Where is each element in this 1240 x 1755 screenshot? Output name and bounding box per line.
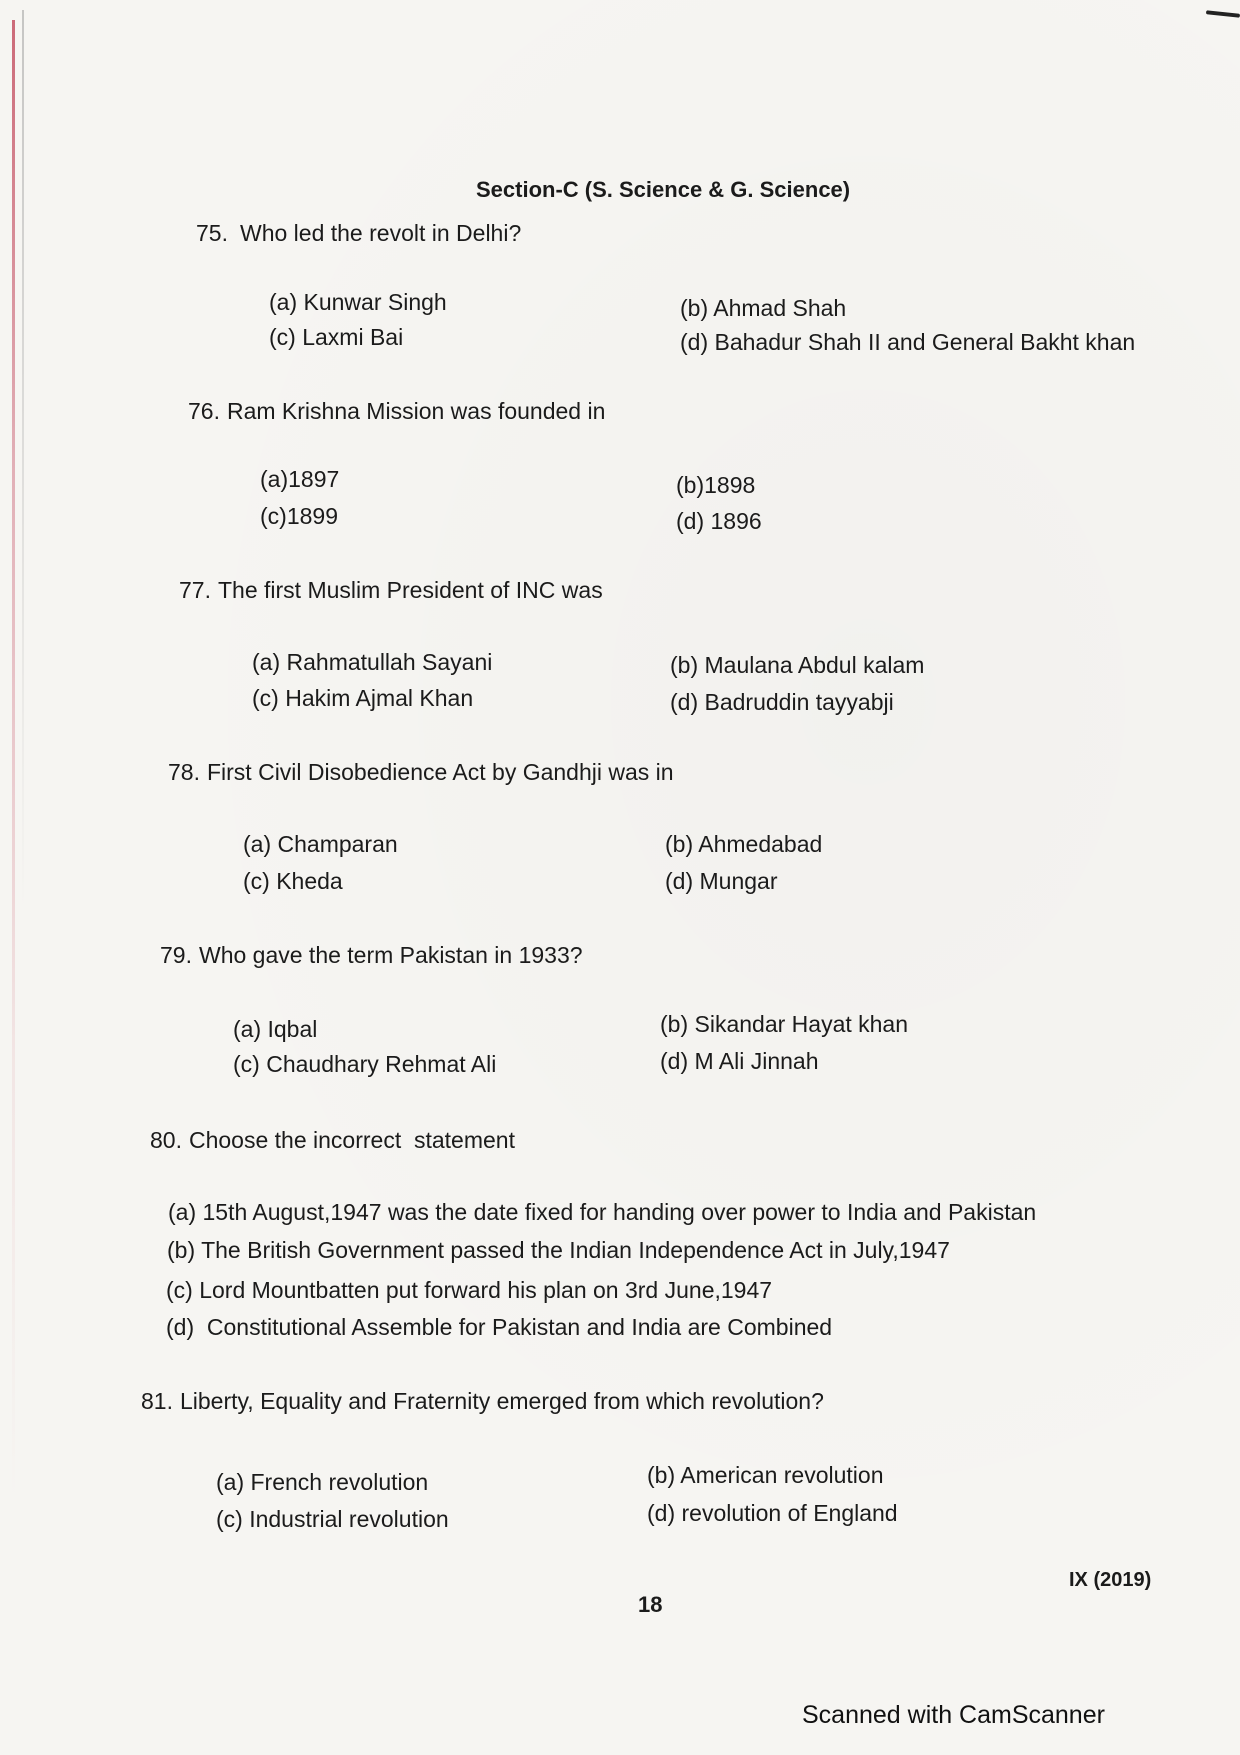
question-77 [179,577,603,603]
option-76-d: (d) 1896 [676,508,762,534]
question-76 [188,398,605,424]
option-80-d: (d) Constitutional Assemble for Pakistan and India are Combined [166,1314,833,1340]
option-75-c: (c) Laxmi Bai [269,324,404,350]
option-80-c: (c) Lord Mountbatten put forward his plan on 3rd June,1947 [166,1277,773,1303]
option-79-c: (c) Chaudhary Rehmat Ali [233,1051,497,1077]
option-80-b: (b) The British Government passed the Indian Independence Act in July,1947 [167,1237,950,1263]
question-text: Ram Krishna Mission was founded in [226,398,606,424]
question-80 [150,1127,515,1153]
question-number: 78. [168,759,200,785]
option-81-b: (b) American revolution [647,1462,884,1488]
option-80-a: (a) 15th August,1947 was the date fixed for handing over power to India and Pakistan [168,1199,1037,1225]
paper-code: IX (2019) [1069,1569,1152,1591]
scanner-watermark: Scanned with CamScanner [802,1701,1105,1729]
option-76-a: (a)1897 [260,466,340,492]
option-75-d: (d) Bahadur Shah II and General Bakht khan [680,329,1136,355]
option-81-a: (a) French revolution [216,1469,429,1495]
margin-line [12,20,15,1500]
question-79 [160,942,583,968]
option-76-b: (b)1898 [676,472,756,498]
question-number: 79. [160,942,192,968]
option-77-c: (c) Hakim Ajmal Khan [252,685,474,711]
question-81 [141,1388,824,1414]
option-77-d: (d) Badruddin tayyabji [670,689,894,715]
option-76-c: (c)1899 [260,503,338,529]
scan-mark [1206,10,1240,18]
option-77-a: (a) Rahmatullah Sayani [252,649,493,675]
option-78-b: (b) Ahmedabad [665,831,823,857]
question-text: Choose the incorrect statement [188,1127,515,1153]
section-title: Section-C (S. Science & G. Science) [476,177,851,202]
option-75-b: (b) Ahmad Shah [680,295,847,321]
question-number: 75. [196,220,228,246]
page-number: 18 [638,1592,663,1617]
option-78-c: (c) Kheda [243,868,343,894]
option-78-d: (d) Mungar [665,868,778,894]
question-number: 77. [179,577,211,603]
option-78-a: (a) Champaran [243,831,398,857]
question-text: The first Muslim President of INC was [217,577,603,603]
question-number: 81. [141,1388,173,1414]
option-81-c: (c) Industrial revolution [216,1506,449,1532]
option-79-b: (b) Sikandar Hayat khan [660,1011,909,1037]
question-text: Who led the revolt in Delhi? [239,220,522,246]
option-77-b: (b) Maulana Abdul kalam [670,652,925,678]
question-75 [196,220,521,246]
option-75-a: (a) Kunwar Singh [269,289,447,315]
question-number: 80. [150,1127,182,1153]
question-text: First Civil Disobedience Act by Gandhji was in [206,759,674,785]
question-text: Liberty, Equality and Fraternity emerged from which revolution? [179,1388,824,1414]
option-79-d: (d) M Ali Jinnah [660,1048,819,1074]
question-78 [168,759,674,785]
option-81-d: (d) revolution of England [647,1500,898,1526]
question-number: 76. [188,398,220,424]
question-text: Who gave the term Pakistan in 1933? [198,942,583,968]
page-edge-shadow [22,10,24,910]
option-79-a: (a) Iqbal [233,1016,318,1042]
